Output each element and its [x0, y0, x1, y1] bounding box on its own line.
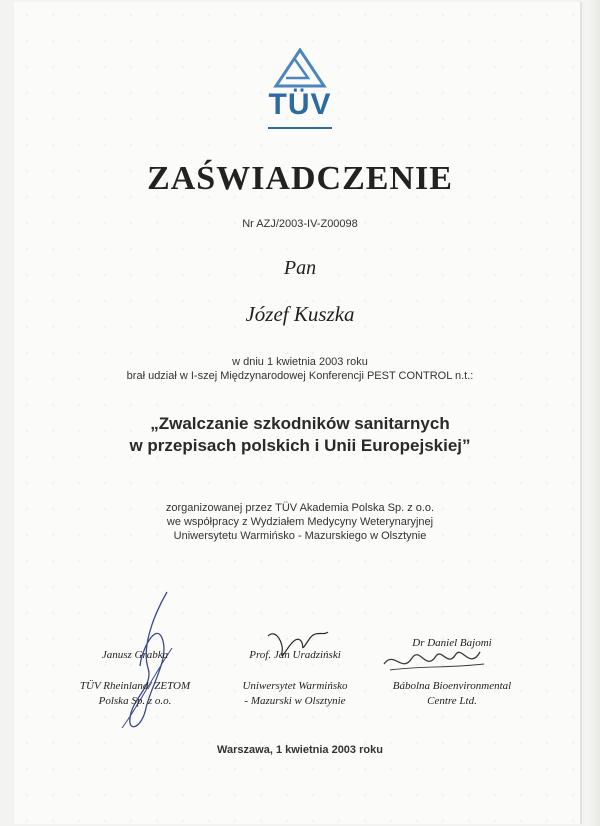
recipient-name: Józef Kuszka	[245, 302, 355, 326]
tuv-logo	[254, 48, 346, 130]
certificate-number: Nr AZJ/2003-IV-Z00098	[242, 218, 358, 230]
organizer-line-3: Uniwersytetu Warmińsko - Mazurskiego w Olsztynie	[173, 530, 427, 542]
signatory-2	[225, 648, 365, 709]
signatory-3-org-line-1: Bábolna Bioenvironmental	[392, 680, 512, 692]
tuv-triangle-logo-icon	[272, 48, 328, 90]
document-title: ZAŚWIADCZENIE	[147, 160, 453, 197]
signatory-1-org-line-1: TÜV Rheinland/ ZETOM	[79, 680, 191, 692]
intro-line-2: brał udział w I-szej Międzynarodowej Konferencji PEST CONTROL n.t.:	[126, 370, 474, 382]
signatory-1	[70, 648, 200, 709]
signatory-2-name: Prof. Jan Uradziński	[249, 649, 341, 661]
organizer-line-2: we współpracy z Wydziałem Medycyny Weterynaryjnej	[166, 516, 434, 528]
signatory-2-org-line-1: Uniwersytet Warmińsko	[242, 680, 348, 692]
organizer-line-1: zorganizowanej przez TÜV Akademia Polska Sp. z o.o.	[165, 502, 435, 514]
topic-line-2: w przepisach polskich i Unii Europejskiej”	[129, 436, 471, 455]
topic-line-1: „Zwalczanie szkodników sanitarnych	[150, 414, 450, 433]
signatory-2-org-line-2: - Mazurski w Olsztynie	[244, 695, 346, 707]
logo-underline	[268, 127, 332, 129]
signatory-1-name: Janusz Grabka	[101, 649, 169, 661]
honorific: Pan	[283, 257, 317, 279]
intro-line-1: w dniu 1 kwietnia 2003 roku	[232, 356, 368, 368]
signatory-3	[382, 636, 522, 709]
logo-text: TÜV	[268, 88, 332, 121]
signatory-3-name: Dr Daniel Bajomi	[412, 637, 492, 649]
signatory-1-org-line-2: Polska Sp. z o.o.	[98, 695, 172, 707]
signatory-3-org-line-2: Centre Ltd.	[427, 695, 477, 707]
place-date: Warszawa, 1 kwietnia 2003 roku	[217, 744, 383, 756]
paper-edge	[586, 0, 600, 826]
